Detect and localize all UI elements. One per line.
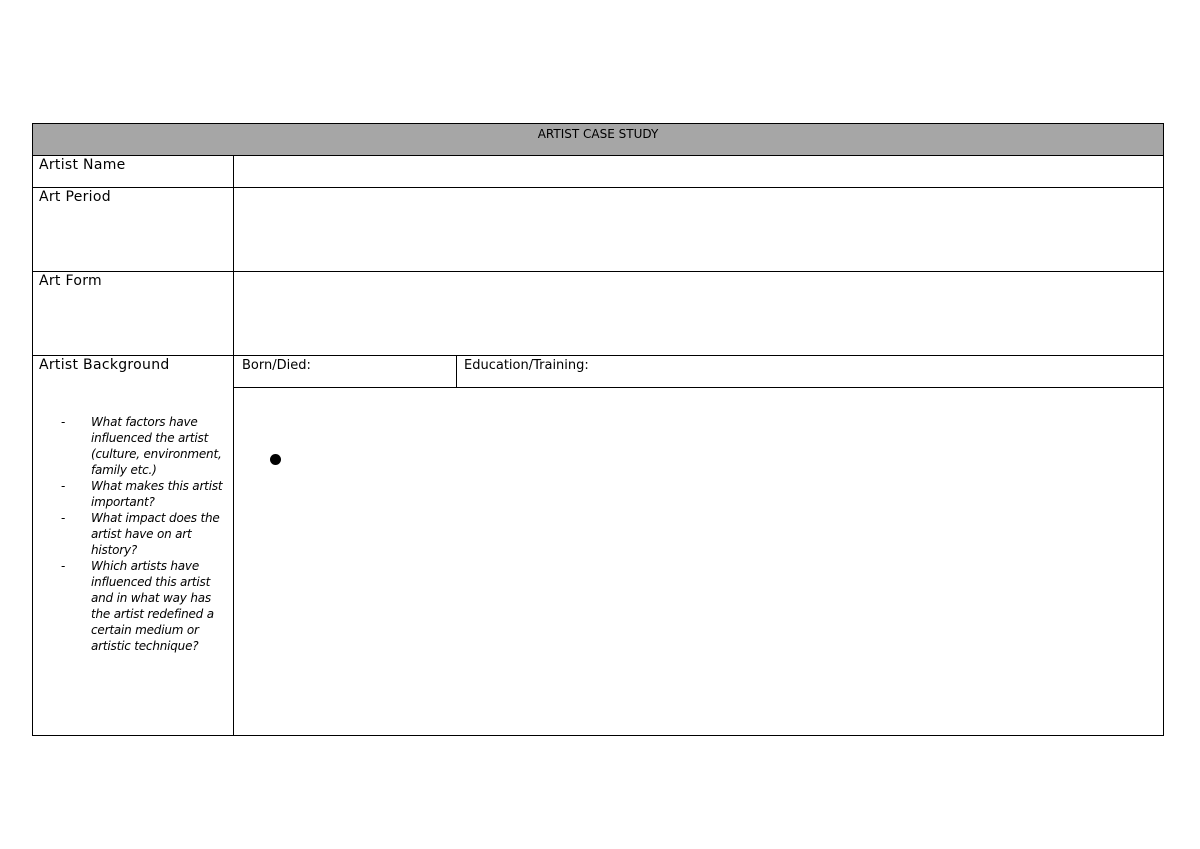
dash-marker: - <box>61 479 66 493</box>
prompt-text: Which artists have influenced this artist and in what way has the artist redefined a certain medium or artistic technique? <box>91 559 214 653</box>
dash-marker: - <box>61 511 66 525</box>
table-title-row <box>33 124 1163 156</box>
born-died-field[interactable] <box>234 356 457 387</box>
background-notes-field[interactable] <box>234 388 1163 735</box>
art-period-label: Art Period <box>33 188 234 271</box>
bullet-point-icon <box>270 454 281 465</box>
prompt-text: What factors have influenced the artist (culture, environment, family etc.) <box>91 415 222 477</box>
art-form-label: Art Form <box>33 272 234 355</box>
dash-marker: - <box>61 415 66 429</box>
art-form-field[interactable] <box>234 272 1163 355</box>
artist-background-label-cell <box>33 356 234 735</box>
art-form-row <box>33 272 1163 356</box>
education-training-field[interactable] <box>457 356 1163 387</box>
education-training-label: Education/Training: <box>464 358 589 373</box>
dash-marker: - <box>61 559 66 573</box>
prompt-text: What makes this artist important? <box>91 479 223 509</box>
list-item <box>59 478 227 510</box>
artist-name-label: Artist Name <box>33 156 234 187</box>
artist-background-label: Artist Background <box>39 357 170 373</box>
born-died-label: Born/Died: <box>242 358 311 373</box>
background-prompt-list <box>59 414 227 654</box>
artist-name-row <box>33 156 1163 188</box>
list-item <box>59 510 227 558</box>
artist-case-study-table <box>32 123 1164 736</box>
list-item <box>59 414 227 478</box>
artist-name-field[interactable] <box>234 156 1163 187</box>
art-period-field[interactable] <box>234 188 1163 271</box>
background-subheader-row <box>234 356 1163 388</box>
prompt-text: What impact does the artist have on art history? <box>91 511 220 557</box>
list-item <box>59 558 227 654</box>
art-period-row <box>33 188 1163 272</box>
table-title: ARTIST CASE STUDY <box>537 127 659 141</box>
artist-background-row <box>33 356 1163 735</box>
